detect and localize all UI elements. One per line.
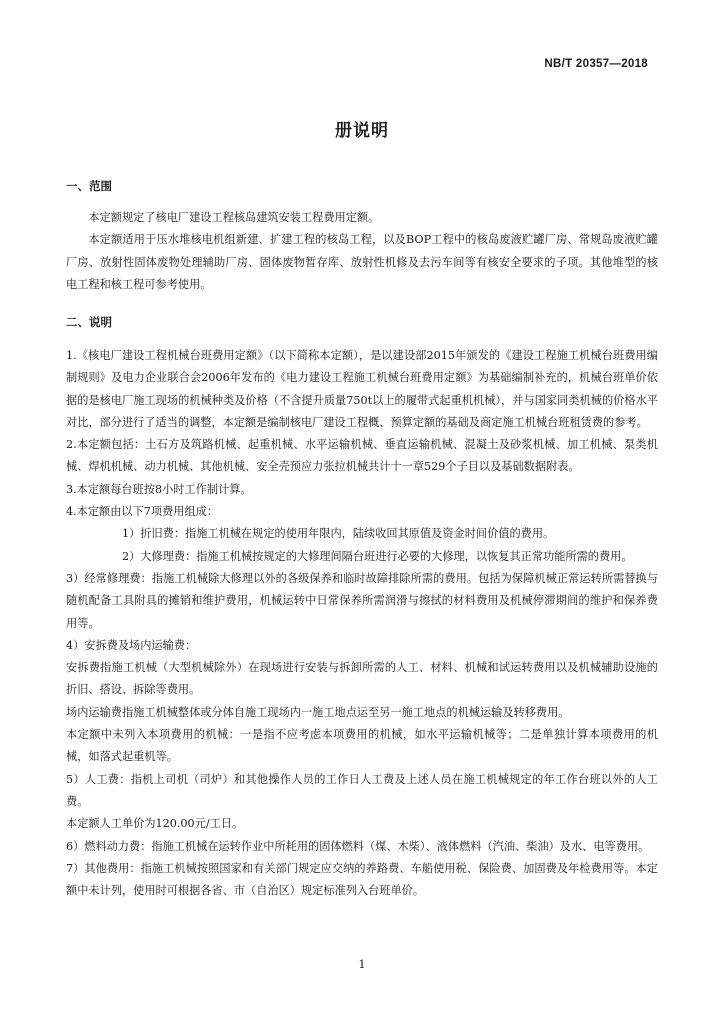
section-heading-notes: 二、说明 bbox=[66, 315, 112, 329]
section-scope-body bbox=[66, 207, 658, 296]
page-title: 册说明 bbox=[335, 121, 389, 141]
fee-item-installation-p3: 本定额中未列入本项费用的机械：一是指不应考虑本项费用的机械，如水平运输机械等；二是单独计算本项费用的机械，如落式起重机等。 bbox=[66, 728, 658, 764]
fee-item-labor: 5）人工费：指机上司机（司炉）和其他操作人员的工作日人工费及上述人员在施工机械规定的年工作台班以外的人工费。 bbox=[66, 772, 658, 808]
fee-item-fuel: 6）燃料动力费：指施工机械在运转作业中所耗用的固体燃料（煤、木柴）、液体燃料（汽油、柴油）及水、电等费用。 bbox=[66, 839, 650, 853]
fee-item-depreciation: 1）折旧费：指施工机械在规定的使用年限内，陆续收回其原值及资金时间价值的费用。 bbox=[122, 527, 555, 541]
section-notes-body bbox=[66, 345, 658, 902]
note-item-2: 2.本定额包括：土石方及筑路机械、起重机械、水平运输机械、垂直运输机械、混凝土及砂浆机械、加工机械、泵类机械、焊机机械、动力机械、其他机械、安全壳预应力张拉机械共计十一章529个子目以及基础数据附表。 bbox=[66, 438, 658, 474]
note-item-3: 3.本定额每台班按8小时工作制计算。 bbox=[66, 482, 252, 496]
fee-item-installation-title: 4）安拆费及场内运输费： bbox=[66, 638, 197, 652]
fee-item-maintenance: 3）经常修理费：指施工机械除大修理以外的各级保养和临时故障排除所需的费用。包括为保障机械正常运转所需替换与随机配备工具附具的摊销和维护费用，机械运转中日常保养所需润滑与擦拭的材料费用及机械停滞期间的维护和保养费用等。 bbox=[66, 571, 658, 630]
note-item-1: 1.《核电厂建设工程机械台班费用定额》（以下简称本定额），是以建设部2015年颁发的《建设工程施工机械台班费用编制规则》及电力企业联合会2006年发布的《电力建设工程施工机械台班费用定额》为基础编制补充的，机械台班单价依据的是核电厂施工现场的机械种类及价格（不含提升质量750t以上的履带式起重机机械），并与国家同类机械的价格水平对比，部分进行了适当的调整，本定额是编制核电厂建设工程概、预算定额的基础及商定施工机械台班租赁费的参考。 bbox=[66, 349, 658, 429]
fee-item-installation-p2: 场内运输费指施工机械整体或分体自施工现场内一施工地点运至另一施工地点的机械运输及转移费用。 bbox=[66, 705, 570, 719]
section-heading-scope: 一、范围 bbox=[66, 179, 112, 193]
standard-code: NB/T 20357—2018 bbox=[544, 58, 648, 70]
scope-paragraph-1: 本定额规定了核电厂建设工程核岛建筑安装工程费用定额。 bbox=[88, 211, 380, 224]
fee-item-other: 7）其他费用：指施工机械按照国家和有关部门规定应交纳的养路费、车船使用税、保险费、加固费及年检费用等。本定额中未计列，使用时可根据各省、市（自治区）规定标准列入台班单价。 bbox=[66, 861, 658, 898]
note-item-4: 4.本定额由以下7项费用组成： bbox=[66, 505, 219, 519]
page-number: 1 bbox=[358, 958, 366, 971]
fee-item-installation-p1: 安拆费指施工机械（大型机械除外）在现场进行安装与拆卸所需的人工、材料、机械和试运转费用以及机械辅助设施的折旧、搭设、拆除等费用。 bbox=[66, 661, 658, 697]
fee-item-overhaul: 2）大修理费：指施工机械按规定的大修理间隔台班进行必要的大修理，以恢复其正常功能所需的费用。 bbox=[122, 549, 633, 563]
fee-item-labor-rate: 本定额人工单价为120.00元/工日。 bbox=[66, 817, 244, 831]
scope-paragraph-2: 本定额适用于压水堆核电机组新建、扩建工程的核岛工程，以及BOP工程中的核岛废液贮罐厂房、常规岛废液贮罐厂房、放射性固体废物处理辅助厂房、固体废物暂存库、放射性机修及去污车间等有核安全要求的子项。其他堆型的核电工程和核工程可参考使用。 bbox=[66, 233, 658, 291]
